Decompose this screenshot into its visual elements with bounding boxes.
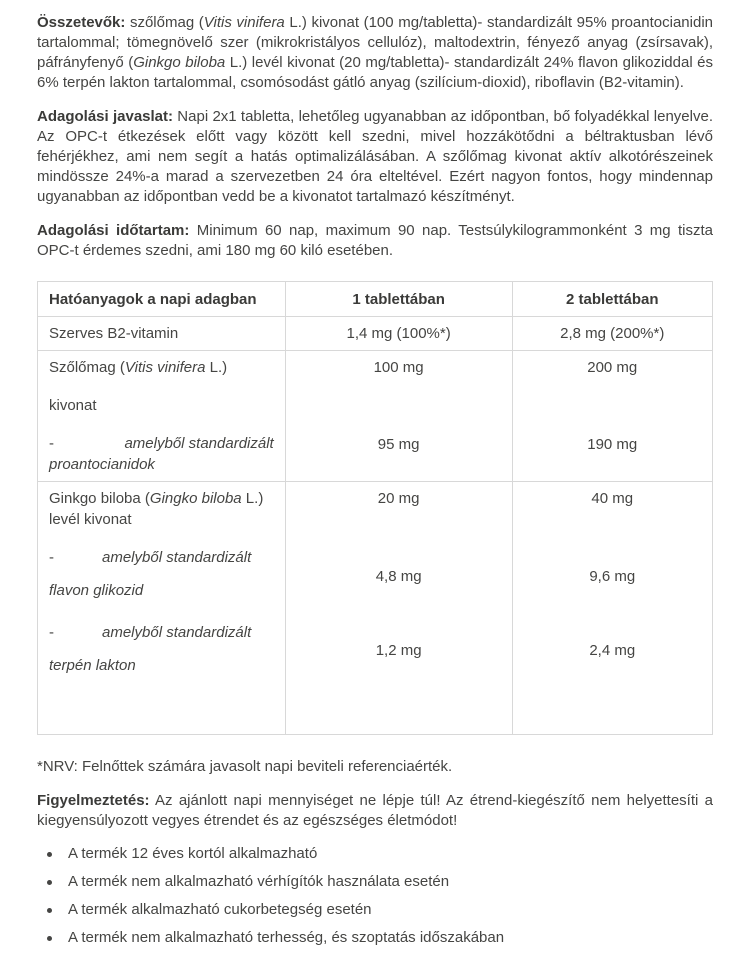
ingredients-text: L.) levél kivonat (20 mg/tabletta)- standardizált 24% flavon glikoziddal és 6% terpén lakton tartalommal, csomósodást gátló anyag (szilícium-dioxid), riboflavin (B2-vitamin). xyxy=(37,54,713,91)
warning-paragraph xyxy=(37,791,713,831)
list-item-text: A termék nem alkalmazható vérhígítók használata esetén xyxy=(68,873,450,890)
ingredients-text: L.) kivonat (100 mg/tabletta)- standardizált 95% proantocianidin tartalommal; tömegnövelő szer (mikrokristályos cellulóz), maltodextrin, fényező anyag (zsírsavak), páfrányfenyő ( xyxy=(37,14,713,71)
bullet-icon xyxy=(47,936,52,941)
value-line: 2,4 mg xyxy=(589,642,636,659)
value-line: 40 mg xyxy=(591,490,634,507)
warning-label: Figyelmeztetés: xyxy=(37,792,150,809)
bullet-icon xyxy=(47,880,52,885)
value-line: 95 mg xyxy=(377,436,420,453)
value-line: 190 mg xyxy=(587,436,638,453)
value-cell-1-tablet xyxy=(285,351,512,482)
list-item-text: A termék alkalmazható cukorbetegség esetén xyxy=(68,901,372,918)
ingredients-label: Összetevők: xyxy=(37,14,126,31)
duration-label: Adagolási időtartam: xyxy=(37,222,190,239)
table-row-grape-seed xyxy=(38,351,713,482)
ingredient-name-line xyxy=(49,488,274,530)
derived-substance-text: proantocianidok xyxy=(49,456,155,473)
derived-substance-text: terpén lakton xyxy=(49,657,136,674)
dosage-paragraph xyxy=(37,107,713,207)
latin-name-ginkgo: Ginkgo biloba xyxy=(133,54,226,71)
dosage-text: Napi 2x1 tabletta, lehetőleg ugyanabban az időpontban, bő folyadékkal lenyelve. Az OPC-t étkezések előtt vagy között kell szedni, mivel hozzákötődni a béltraktusban lévő fehérjékhez, ami nem segít a hatás optimalizálásában. A szőlőmag kivonat aktív alkotórészeinek mindössze 24%-a marad a szervezetben 24 óra elteltével. Ezért nagyon fontos, hogy mindennap ugyanabban az időpontban vedd be a kivonatot tartalmazó készítményt. xyxy=(37,108,713,205)
dash: - xyxy=(49,435,54,452)
derived-standardized-text: amelyből standardizált xyxy=(102,549,252,566)
derived-standardized-text: amelyből standardizált xyxy=(124,435,274,452)
latin-name-italic: Vitis vinifera xyxy=(124,359,206,376)
bullet-icon xyxy=(47,852,52,857)
ingredient-name-text: Ginkgo biloba ( xyxy=(49,490,150,507)
derived-substance-line xyxy=(49,655,274,676)
derived-standardized-line xyxy=(49,547,274,568)
table-header-1-tablet: 1 tablettában xyxy=(285,282,512,317)
duration-paragraph xyxy=(37,221,713,261)
derived-standardized-line xyxy=(49,622,274,643)
dosage-label: Adagolási javaslat: xyxy=(37,108,174,125)
table-row-ginkgo xyxy=(38,482,713,735)
table-header-2-tablets: 2 tablettában xyxy=(512,282,712,317)
value-line: 1,2 mg xyxy=(375,642,422,659)
derived-substance-line xyxy=(49,454,274,475)
nrv-footnote: *NRV: Felnőttek számára javasolt napi beviteli referenciaérték. xyxy=(37,758,453,775)
value-cell-2-tablets xyxy=(512,351,712,482)
table-header-active-ingredients: Hatóanyagok a napi adagban xyxy=(38,282,286,317)
latin-name-italic: Gingko biloba xyxy=(149,490,242,507)
table-header-row xyxy=(38,282,713,317)
value-cell-2-tablets: 2,8 mg (200%*) xyxy=(512,317,712,351)
list-item xyxy=(37,928,713,948)
value-line: 20 mg xyxy=(377,490,420,507)
ingredient-name-text: L.) levél kivonat xyxy=(49,490,264,528)
derived-standardized-line xyxy=(49,433,274,454)
latin-name-vitis: Vitis vinifera xyxy=(203,14,285,31)
ingredient-name-line xyxy=(49,357,274,378)
list-item-text: A termék 12 éves kortól alkalmazható xyxy=(68,845,318,862)
ingredient-name-text: L.) xyxy=(205,359,228,376)
value-line: 4,8 mg xyxy=(375,568,422,585)
ingredient-name-line: kivonat xyxy=(49,397,97,414)
warnings-list xyxy=(37,844,713,948)
duration-text: Minimum 60 nap, maximum 90 nap. Testsúlykilogrammonként 3 mg tiszta OPC-t érdemes szedni, ami 180 mg 60 kiló esetében. xyxy=(37,222,713,259)
ingredient-name-cell: Szerves B2-vitamin xyxy=(38,317,286,351)
nutrients-table xyxy=(37,281,713,735)
ingredient-name-cell xyxy=(38,351,286,482)
list-item-text: A termék nem alkalmazható terhesség, és szoptatás időszakában xyxy=(68,929,505,946)
dash: - xyxy=(49,549,54,566)
ingredients-text: szőlőmag ( xyxy=(125,14,204,31)
derived-standardized-text: amelyből standardizált xyxy=(102,624,252,641)
derived-substance-line xyxy=(49,580,274,601)
list-item xyxy=(37,872,713,892)
value-cell-1-tablet: 1,4 mg (100%*) xyxy=(285,317,512,351)
value-line: 100 mg xyxy=(373,359,424,376)
value-line: 9,6 mg xyxy=(589,568,636,585)
list-item xyxy=(37,900,713,920)
value-cell-1-tablet xyxy=(285,482,512,735)
value-cell-2-tablets xyxy=(512,482,712,735)
ingredient-name-text: Szőlőmag ( xyxy=(49,359,125,376)
dash: - xyxy=(49,624,54,641)
list-item xyxy=(37,844,713,864)
bullet-icon xyxy=(47,908,52,913)
ingredient-name-cell xyxy=(38,482,286,735)
warning-text: Az ajánlott napi mennyiséget ne lépje túl! Az étrend-kiegészítő nem helyettesíti a kiegyensúlyozott vegyes étrendet és az egészséges életmódot! xyxy=(37,792,713,829)
value-line: 200 mg xyxy=(587,359,638,376)
ingredients-paragraph xyxy=(37,13,713,93)
derived-substance-text: flavon glikozid xyxy=(49,582,144,599)
table-row-b2-vitamin xyxy=(38,317,713,351)
